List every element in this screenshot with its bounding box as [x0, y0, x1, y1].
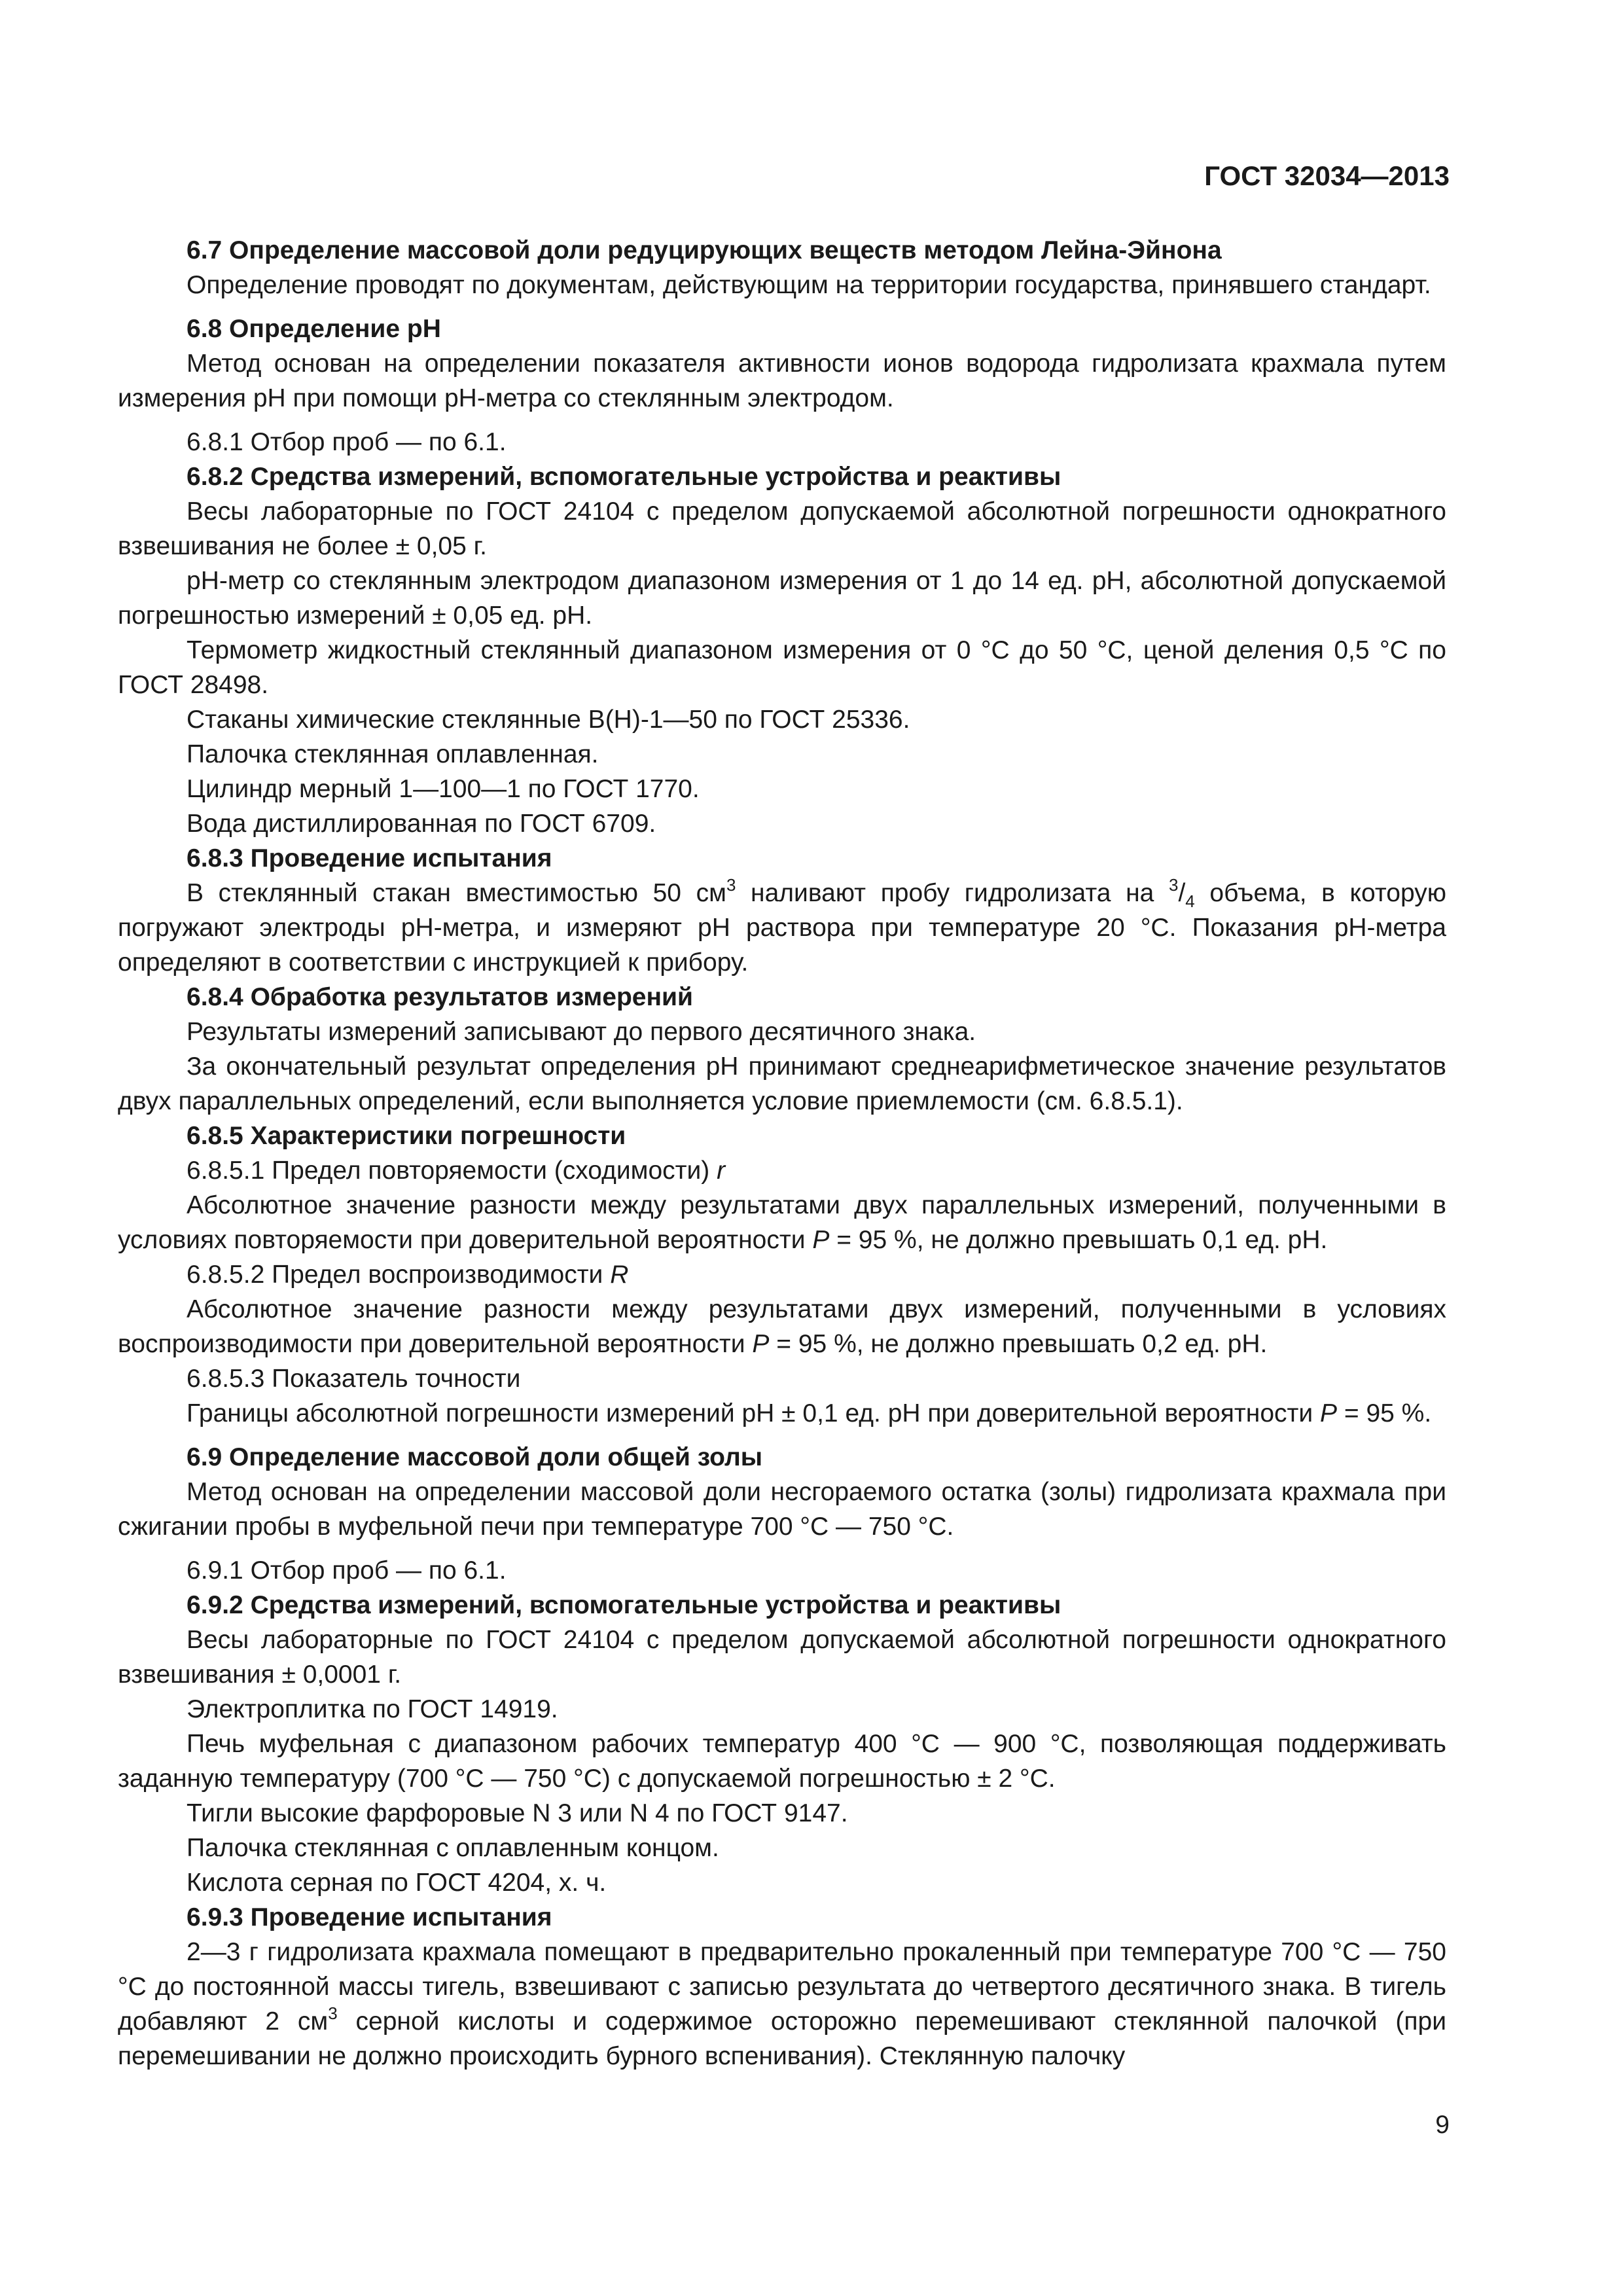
text-run: = 95 %, не должно превышать 0,1 ед. pH. — [829, 1226, 1328, 1254]
section-6-8-title: 6.8 Определение pH — [187, 315, 441, 343]
text-run: серной кислоты и содержимое осторожно перемешивают стеклянной палочкой (при перемешивании не должно происходить бурного вспенивания). Стеклянную палочку — [118, 2007, 1446, 2070]
section-6-9-1: 6.9.1 Отбор проб — по 6.1. — [187, 1556, 507, 1585]
text-run: В стеклянный стакан вместимостью 50 см — [187, 879, 726, 907]
text-run: объема, в которую погружают электроды pH-метра, и измеряют pH раствора при температуре 20 °С. Показания pH-метра определяют в соответствии с инструкцией к прибору. — [118, 879, 1446, 977]
section-6-8-4-paragraph: За окончательный результат определения pH принимают среднеарифметическое значение результатов двух параллельных определений, если выполняется условие приемлемости (см. 6.8.5.1). — [118, 1052, 1446, 1115]
section-6-8-4-title: 6.8.4 Обработка результатов измерений — [187, 983, 693, 1011]
text-run: = 95 %. — [1337, 1399, 1432, 1427]
superscript: 3 — [328, 2003, 338, 2023]
section-6-8-5-2-title — [118, 1257, 1446, 1292]
section-6-8-3-paragraph — [118, 876, 1446, 980]
section-6-8-1: 6.8.1 Отбор проб — по 6.1. — [187, 428, 507, 456]
superscript: 3 — [726, 875, 736, 895]
document-id-header: ГОСТ 32034—2013 — [1204, 160, 1450, 191]
variable: P — [812, 1226, 830, 1254]
section-6-9-2-item: Тигли высокие фарфоровые N 3 или N 4 по ГОСТ 9147. — [187, 1799, 848, 1827]
section-6-9-2-item: Печь муфельная с диапазоном рабочих температур 400 °С — 900 °С, позволяющая поддерживать заданную температуру (700 °С — 750 °С) с допускаемой погрешностью ± 2 °С. — [118, 1730, 1446, 1793]
variable: r — [717, 1157, 726, 1185]
section-6-8-3-title: 6.8.3 Проведение испытания — [187, 844, 552, 872]
section-6-9-2-item: Весы лабораторные по ГОСТ 24104 с пределом допускаемой абсолютной погрешности однократного взвешивания ± 0,0001 г. — [118, 1626, 1446, 1689]
section-6-8-2-item: Палочка стеклянная оплавленная. — [187, 740, 599, 768]
section-6-8-5-3-paragraph — [118, 1396, 1446, 1431]
section-6-8-5-2-paragraph — [118, 1292, 1446, 1361]
section-6-8-5-1-title — [118, 1153, 1446, 1188]
section-6-8-2-item: Стаканы химические стеклянные В(Н)-1—50 по ГОСТ 25336. — [187, 706, 910, 734]
text-run: 2—3 г гидролизата крахмала помещают в предварительно прокаленный при температуре 700 °С — 750 °С до постоянной массы тигель, взвешивают с записью результата до четвертого десятичного знака. В тигель добавляют 2 см — [118, 1938, 1446, 2036]
section-6-9-2-item: Электроплитка по ГОСТ 14919. — [187, 1695, 558, 1723]
section-6-9-3-title: 6.9.3 Проведение испытания — [187, 1903, 552, 1931]
page-content — [118, 233, 1446, 2073]
section-6-8-2-item: Весы лабораторные по ГОСТ 24104 с пределом допускаемой абсолютной погрешности однократного взвешивания не более ± 0,05 г. — [118, 497, 1446, 560]
section-6-8-2-item: Термометр жидкостный стеклянный диапазоном измерения от 0 °С до 50 °С, ценой деления 0,5 °С по ГОСТ 28498. — [118, 636, 1446, 699]
section-6-8-2-item: pH-метр со стеклянным электродом диапазоном измерения от 1 до 14 ед. pH, абсолютной допускаемой погрешностью измерений ± 0,05 ед. pH. — [118, 567, 1446, 630]
section-6-9-paragraph: Метод основан на определении массовой доли несгораемого остатка (золы) гидролизата крахмала при сжигании пробы в муфельной печи при температуре 700 °С — 750 °С. — [118, 1478, 1446, 1541]
page-number: 9 — [1435, 2111, 1450, 2139]
section-6-9-2-item: Палочка стеклянная с оплавленным концом. — [187, 1834, 719, 1862]
variable: R — [610, 1261, 629, 1289]
section-6-8-5-1-paragraph — [118, 1188, 1446, 1257]
section-6-7-title: 6.7 Определение массовой доли редуцирующих веществ методом Лейна-Эйнона — [187, 236, 1222, 264]
section-6-8-2-item: Цилиндр мерный 1—100—1 по ГОСТ 1770. — [187, 775, 700, 803]
section-6-8-4-paragraph: Результаты измерений записывают до первого десятичного знака. — [187, 1018, 976, 1046]
section-6-9-2-item: Кислота серная по ГОСТ 4204, х. ч. — [187, 1869, 607, 1897]
section-6-9-title: 6.9 Определение массовой доли общей золы — [187, 1443, 763, 1471]
text-run: = 95 %, не должно превышать 0,2 ед. pH. — [769, 1330, 1268, 1358]
text-run: 6.8.5.2 Предел воспроизводимости — [187, 1261, 611, 1289]
section-6-9-3-paragraph — [118, 1935, 1446, 2073]
section-6-8-2-item: Вода дистиллированная по ГОСТ 6709. — [187, 810, 656, 838]
section-6-8-5-title: 6.8.5 Характеристики погрешности — [187, 1122, 626, 1150]
fraction-denominator: 4 — [1185, 891, 1195, 911]
fraction-numerator: 3 — [1168, 875, 1179, 895]
section-6-8-5-3-title: 6.8.5.3 Показатель точности — [187, 1365, 521, 1393]
variable: P — [1320, 1399, 1338, 1427]
text-run: 6.8.5.1 Предел повторяемости (сходимости) — [187, 1157, 717, 1185]
section-6-8-paragraph: Метод основан на определении показателя активности ионов водорода гидролизата крахмала путем измерения pH при помощи pH-метра со стеклянным электродом. — [118, 350, 1446, 412]
fraction-slash: / — [1178, 879, 1186, 907]
section-6-9-2-title: 6.9.2 Средства измерений, вспомогательные устройства и реактивы — [187, 1591, 1061, 1619]
text-run: Абсолютное значение разности между результатами двух параллельных измерений, полученными в условиях повторяемости при доверительной вероятности — [118, 1191, 1446, 1254]
text-run: Границы абсолютной погрешности измерений pH ± 0,1 ед. pH при доверительной вероятности — [187, 1399, 1320, 1427]
section-6-8-2-title: 6.8.2 Средства измерений, вспомогательные устройства и реактивы — [187, 463, 1061, 491]
text-run: Абсолютное значение разности между результатами двух измерений, полученными в условиях воспроизводимости при доверительной вероятности — [118, 1295, 1446, 1358]
variable: P — [752, 1330, 770, 1358]
text-run: наливают пробу гидролизата на — [736, 879, 1169, 907]
section-6-7-paragraph: Определение проводят по документам, действующим на территории государства, принявшего стандарт. — [187, 271, 1431, 299]
